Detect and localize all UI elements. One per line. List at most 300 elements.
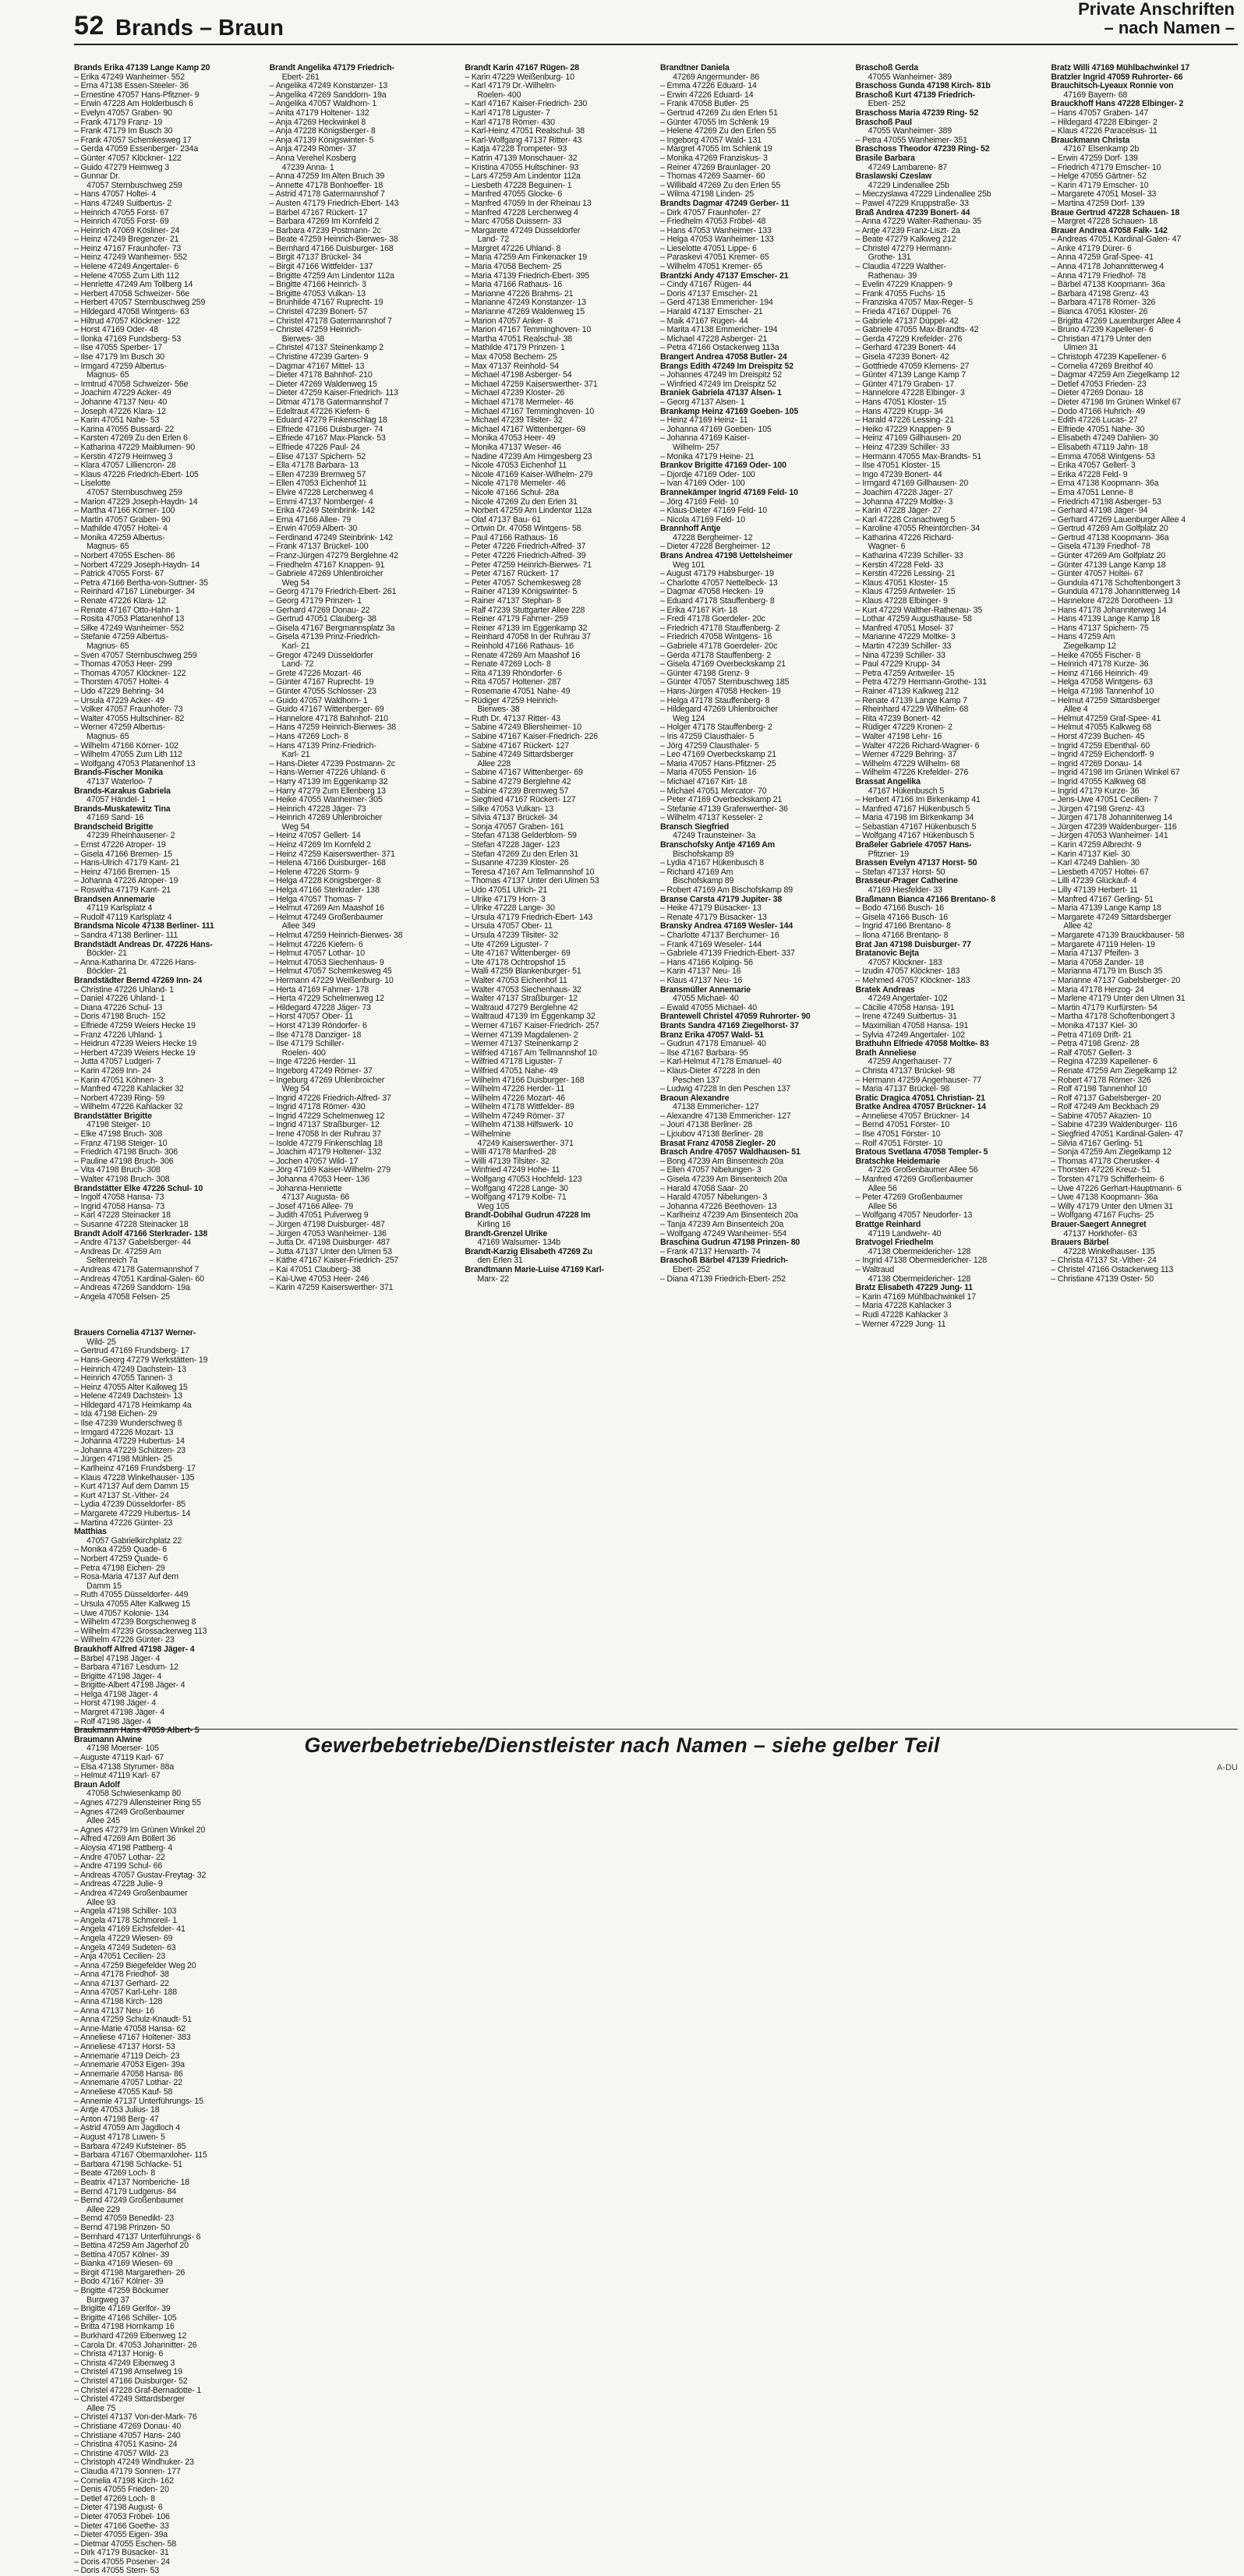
directory-entry: – Ditmar 47178 Gatermannshof 7 bbox=[269, 397, 389, 407]
directory-entry: – Petra 47166 Bertha-von-Suttner- 35 bbox=[74, 578, 208, 588]
directory-entry: – Jörg 47259 Clausthaler- 5 bbox=[660, 740, 759, 751]
directory-entry: – Ellen 47239 Bremweg 57 bbox=[269, 469, 366, 479]
surname-entry: Brandstätter Brigitte bbox=[74, 1111, 152, 1121]
directory-entry: – Frank 47137 Brückel- 100 bbox=[269, 542, 369, 552]
directory-entry: – Bodo 47166 Busch- 16 bbox=[855, 903, 944, 913]
directory-entry: 47249 Lambarene- 87 bbox=[868, 162, 948, 172]
directory-entry: – Edeltraut 47226 Kiefern- 6 bbox=[269, 406, 369, 416]
directory-entry: 47057 Händel- 1 bbox=[87, 795, 147, 805]
directory-entry: – Guido 47057 Waldhorn- 1 bbox=[269, 695, 368, 705]
directory-entry: – Elfriede 47166 Duisburger- 74 bbox=[269, 424, 383, 434]
directory-entry: – Klaus 47259 Antweiler- 15 bbox=[855, 587, 956, 597]
surname-entry: Braschoß Kurt 47139 Friedrich- bbox=[855, 90, 975, 100]
directory-entry: – Rosa-Maria 47137 Auf dem bbox=[74, 1572, 178, 1582]
directory-entry: – Anneliese 47167 Holtener- 383 bbox=[74, 2033, 191, 2043]
directory-entry: – Gabriele 47055 Max-Brandts- 42 bbox=[855, 325, 979, 335]
section-title-line2: – nach Namen – bbox=[1104, 18, 1235, 37]
directory-entry: – Bernd 47249 Großenbaumer bbox=[74, 2196, 184, 2206]
directory-entry: – Anja 47228 Königsberger- 8 bbox=[269, 126, 376, 136]
directory-entry: – Helena 47166 Duisburger- 168 bbox=[269, 858, 386, 868]
directory-entry: Allee 56 bbox=[868, 1201, 897, 1211]
directory-entry: – Heinrich 47069 Kösliner- 24 bbox=[74, 225, 180, 235]
directory-entry: Böckler- 21 bbox=[87, 949, 127, 959]
directory-entry: – Rudolf 47119 Karlsplatz 4 bbox=[74, 912, 172, 922]
surname-entry: Brauer Andrea 47058 Falk- 142 bbox=[1051, 225, 1168, 235]
directory-column-4 bbox=[660, 64, 846, 1329]
directory-entry: – Karin 47259 Albrecht- 9 bbox=[1051, 840, 1142, 850]
directory-entry: – Cindy 47167 Rügen- 44 bbox=[660, 280, 752, 290]
directory-entry: – Wolfgang 47053 Platanenhof 13 bbox=[74, 758, 196, 769]
directory-entry: – Hannelore 47226 Dorotheen- 13 bbox=[1051, 596, 1173, 606]
directory-entry: – Angela 47229 Wiesen- 69 bbox=[74, 1933, 173, 1943]
directory-entry: – Liesbeth 47057 Holtei- 67 bbox=[1051, 867, 1149, 877]
directory-entry: – Ingrid 47229 Schelmenweg 12 bbox=[269, 1111, 385, 1121]
directory-entry: – Carola Dr. 47053 Johannitter- 26 bbox=[74, 2340, 197, 2350]
directory-entry: – Maria 47198 Im Birkenkamp 34 bbox=[855, 813, 974, 823]
directory-entry: – Anita 47179 Holtener- 132 bbox=[269, 108, 369, 118]
directory-entry: – Hans 47057 Graben- 147 bbox=[1051, 108, 1149, 118]
directory-entry: – Ferdinand 47249 Steinbrink- 142 bbox=[269, 532, 393, 542]
directory-entry: – Hildegard 47058 Wintgens- 63 bbox=[74, 307, 189, 317]
directory-entry: – Paraskevi 47051 Kremer- 65 bbox=[660, 253, 769, 263]
directory-entry: – Gudrun 47178 Emanuel- 40 bbox=[660, 1039, 766, 1049]
directory-entry: – Hans-Werner 47226 Uhland- 6 bbox=[269, 768, 386, 778]
directory-entry: – Doris 47055 Posener- 24 bbox=[74, 2557, 170, 2567]
directory-entry: – Anja 47269 Heckwinkel 8 bbox=[269, 117, 366, 127]
directory-entry: – Waltraud 47139 Im Eggenkamp 32 bbox=[465, 1012, 595, 1022]
directory-entry: – Karin 47259 Kaiserswerther- 371 bbox=[269, 1283, 394, 1293]
surname-entry: Brandstädt Andreas Dr. 47226 Hans- bbox=[74, 939, 213, 949]
directory-entry: – Christel 47166 Ostackerweg 113 bbox=[1051, 1264, 1174, 1274]
directory-entry: – Jürgen 47198 Mühlen- 25 bbox=[74, 1454, 172, 1465]
surname-entry: Brandsma Nicole 47138 Berliner- 111 bbox=[74, 921, 214, 931]
directory-entry: – Erwin 47226 Eduard- 14 bbox=[660, 90, 754, 100]
directory-entry: – Ingrid 47166 Brentano- 8 bbox=[855, 921, 951, 931]
directory-entry: – Kurt 47137 St.-Vither- 24 bbox=[74, 1490, 169, 1500]
directory-entry: – Jürgen 47178 Johanniterweg 14 bbox=[1051, 813, 1172, 823]
directory-entry: – Katharina 47229 Maiblumen- 90 bbox=[74, 442, 195, 452]
directory-entry: – Christoph 47239 Kapellener- 6 bbox=[1051, 352, 1167, 362]
directory-entry: – Bodo 47167 Kölner- 39 bbox=[74, 2277, 164, 2287]
directory-entry: – Harald 47057 Nibelungen- 3 bbox=[660, 1193, 768, 1203]
directory-entry: – Antje 47239 Franz-Liszt- 2a bbox=[855, 225, 960, 235]
directory-entry: – Gisela 47166 Busch- 16 bbox=[855, 912, 948, 922]
directory-entry: – Karl 47178 Liguster- 7 bbox=[465, 108, 550, 118]
surname-entry: Brattge Reinhard bbox=[855, 1220, 921, 1229]
directory-entry: – Barbara 47249 Kufsteiner- 85 bbox=[74, 2141, 186, 2151]
directory-entry: – Helene 47249 Angertaler- 6 bbox=[74, 262, 179, 272]
directory-entry: 47269 Angermunder- 86 bbox=[673, 72, 760, 82]
surname-entry: Brandt Angelika 47179 Friedrich- bbox=[269, 63, 394, 72]
directory-entry: – Harry 47279 Zum Ellenberg 13 bbox=[269, 786, 386, 796]
directory-entry: 47137 Augusta- 66 bbox=[281, 1193, 350, 1203]
directory-entry: – Hans-Ulrich 47179 Kant- 21 bbox=[74, 858, 180, 868]
directory-entry: – Katharina 47239 Schiller- 33 bbox=[855, 551, 963, 561]
directory-entry: – Werner 47259 Albertus- bbox=[74, 723, 165, 733]
directory-entry: – Dagmar 47167 Mittel- 13 bbox=[269, 361, 365, 371]
directory-entry: – Karin 47137 Kiel- 30 bbox=[1051, 849, 1130, 859]
directory-entry: – Hans-Georg 47279 Werkstätten- 19 bbox=[74, 1355, 208, 1365]
directory-entry: – Doris 47137 Emscher- 21 bbox=[660, 288, 758, 299]
directory-entry: – Irmtrud 47058 Schweizer- 56e bbox=[74, 379, 189, 389]
surname-entry: Braukmann Hans 47059 Albert- 5 bbox=[74, 1726, 200, 1736]
directory-entry: – Wilhelm 47229 Wilhelm- 68 bbox=[855, 758, 960, 769]
directory-entry: – Helene 47055 Zum Lith 112 bbox=[74, 270, 179, 281]
directory-entry: Seltenreich 7a bbox=[87, 1256, 138, 1266]
surname-entry: Bratschke Heidemarie bbox=[855, 1156, 940, 1166]
directory-entry: – Christoph 47249 Windhuker- 23 bbox=[74, 2458, 194, 2468]
directory-entry: – Marlene 47179 Unter den Ulmen 31 bbox=[1051, 994, 1186, 1004]
directory-entry: – Frank 47058 Butler- 25 bbox=[660, 99, 749, 109]
directory-entry: – Charlotte 47137 Berchumer- 16 bbox=[660, 931, 779, 940]
directory-entry: – Erwin 47259 Dorf- 139 bbox=[1051, 153, 1138, 163]
directory-entry: – Peter 47259 Heinrich-Bierwes- 71 bbox=[465, 560, 592, 570]
directory-entry: – Margarete 47249 Düsseldorfer bbox=[465, 225, 581, 235]
directory-entry: – Martina 47259 Dorf- 139 bbox=[1051, 198, 1145, 208]
directory-entry: – Anna 47259 Biegefelder Weg 20 bbox=[74, 1960, 196, 1970]
directory-entry: – Bernd 47059 Benedikt- 23 bbox=[74, 2214, 175, 2224]
directory-entry: – Ingeburg 47269 Uhlenbroicher bbox=[269, 1075, 385, 1085]
directory-entry: – Bianka 47169 Wiesen- 69 bbox=[74, 2259, 173, 2269]
directory-entry: – Vita 47198 Bruch- 308 bbox=[74, 1165, 161, 1175]
directory-entry: – Astrid 47059 Am Jagdloch 4 bbox=[74, 2123, 180, 2133]
directory-entry: – Christina 47051 Kasino- 24 bbox=[74, 2440, 178, 2450]
directory-entry: Peschen 137 bbox=[673, 1075, 720, 1085]
directory-entry: – Thomas 47057 Klöckner- 122 bbox=[74, 668, 186, 678]
directory-entry: – Britta 47198 Hornkamp 16 bbox=[74, 2322, 175, 2332]
directory-entry: – Susanne 47228 Steinacker 18 bbox=[74, 1220, 189, 1229]
directory-entry: Weg 124 bbox=[673, 713, 705, 723]
directory-entry: – Helga 47053 Wanheimer- 133 bbox=[660, 235, 774, 245]
directory-entry: – Herta 47229 Schelmenweg 12 bbox=[269, 994, 384, 1004]
directory-entry: – Bärbel 47198 Jäger- 4 bbox=[74, 1653, 161, 1663]
directory-entry: 47239 Anna- 1 bbox=[281, 162, 334, 172]
directory-entry: Weg 54 bbox=[281, 1084, 310, 1094]
directory-entry: – Hans 47137 Spichern- 75 bbox=[1051, 623, 1149, 633]
directory-entry: – Herbert 47058 Schweizer- 56e bbox=[74, 288, 190, 299]
directory-entry: – Karin 47228 Jäger- 27 bbox=[855, 506, 942, 516]
directory-entry: Weg 54 bbox=[281, 822, 310, 832]
directory-entry: – Gerhard 47198 Jäger- 94 bbox=[1051, 506, 1148, 516]
directory-entry: – Helga 47198 Jäger- 4 bbox=[74, 1689, 158, 1699]
directory-entry: – Willy 47179 Unter den Ulmen 31 bbox=[1051, 1201, 1173, 1211]
directory-entry: – Sebastian 47167 Hükenbusch 5 bbox=[855, 822, 977, 832]
directory-entry: Wilhelm- 257 bbox=[673, 442, 720, 452]
directory-entry: Allee 56 bbox=[868, 1183, 897, 1193]
directory-entry: – Helga 47058 Wintgens- 63 bbox=[1051, 677, 1153, 687]
directory-entry: – Karin 47229 Weißenburg- 10 bbox=[465, 72, 574, 82]
directory-entry: – Dagmar 47058 Hecken- 19 bbox=[660, 587, 764, 597]
directory-entry: – Erika 47167 Kirt- 18 bbox=[660, 605, 738, 615]
directory-entry: – Jürgen 47198 Grenz- 43 bbox=[1051, 804, 1145, 814]
surname-entry: Bratzler Ingrid 47059 Ruhrorter- 66 bbox=[1051, 72, 1183, 82]
directory-entry: – Heinz 47167 Fraunhofer- 73 bbox=[74, 243, 182, 253]
directory-entry: Ulmen 31 bbox=[1063, 343, 1098, 353]
directory-entry: – Beatrix 47137 Nomberiche- 18 bbox=[74, 2177, 190, 2187]
directory-entry: – Karl-Wolfgang 47137 Ritter- 43 bbox=[465, 135, 582, 145]
directory-entry: – Dieter 47053 Fröbel- 106 bbox=[74, 2511, 170, 2521]
directory-entry: – Dieter 47269 Waldenweg 15 bbox=[269, 379, 377, 389]
directory-entry: – Rüdiger 47259 Heinrich- bbox=[465, 695, 559, 705]
surname-entry: Brantewell Christel 47059 Ruhrorter- 90 bbox=[660, 1012, 811, 1022]
directory-entry: – Bernhard 47137 Unterführungs- 6 bbox=[74, 2231, 201, 2242]
directory-entry: – Ingeborg 47057 Wald- 131 bbox=[660, 135, 762, 145]
directory-entry: – Cäcilie 47058 Hansa- 191 bbox=[855, 1002, 955, 1012]
directory-entry: – Günter 47055 Im Schlenk 19 bbox=[660, 117, 769, 127]
directory-entry: – Ruth 47055 Düsseldorfer- 449 bbox=[74, 1590, 189, 1600]
directory-entry: – Erika 47057 Gellert- 3 bbox=[1051, 461, 1136, 471]
directory-entry: – Hans 47139 Prinz-Friedrich- bbox=[269, 740, 376, 751]
directory-entry: – Manfred 47167 Hükenbusch 5 bbox=[855, 804, 970, 814]
directory-entry: – Jürgen 47239 Waldenburger- 116 bbox=[1051, 822, 1177, 832]
directory-entry: – Wolfgang 47053 Hochfeld- 123 bbox=[465, 1175, 582, 1185]
directory-entry: – Rudi 47228 Kahlacker 3 bbox=[855, 1309, 948, 1320]
directory-entry: Roelen- 400 bbox=[477, 90, 521, 100]
directory-entry: – Joseph 47226 Klara- 12 bbox=[74, 406, 166, 416]
directory-entry: – Hans 47249 Suitbertus- 2 bbox=[74, 198, 172, 208]
directory-entry: – Petra 47055 Wanheimer- 351 bbox=[855, 135, 967, 145]
directory-entry: – Patrick 47055 Forst- 67 bbox=[74, 569, 164, 579]
directory-entry: – Karsten 47269 Zu den Erlen 6 bbox=[74, 433, 188, 443]
directory-entry: – Brigitte-Albert 47198 Jäger- 4 bbox=[74, 1680, 186, 1691]
directory-entry: – Isolde 47279 Finkenschlag 18 bbox=[269, 1138, 383, 1148]
directory-entry: – Marion 47229 Joseph-Haydn- 14 bbox=[74, 496, 198, 507]
directory-entry: – Maria 47057 Hans-Pfitzner- 25 bbox=[660, 758, 776, 769]
directory-entry: – Ella 47178 Barbara- 13 bbox=[269, 461, 359, 471]
directory-entry: – Günter 47198 Grenz- 9 bbox=[660, 668, 750, 678]
directory-entry: – Ute 47178 Ochtropshof 15 bbox=[465, 957, 566, 967]
surname-entry: Brath Anneliese bbox=[855, 1048, 917, 1058]
directory-entry: – Rainer 47137 Stephan- 8 bbox=[465, 596, 561, 606]
directory-entry: – Maria 47228 Kahlacker 3 bbox=[855, 1301, 952, 1311]
directory-entry: – Walter 47053 Eichenhof 11 bbox=[465, 975, 567, 985]
directory-entry: – Jörg 47169 Feld- 10 bbox=[660, 496, 739, 507]
directory-entry: – Nicole 47169 Kaiser-Wilhelm- 279 bbox=[465, 469, 593, 479]
directory-entry: – Erwin 47228 Am Holderbusch 6 bbox=[74, 99, 193, 109]
directory-entry: – Bianca 47051 Kloster- 26 bbox=[1051, 307, 1148, 317]
directory-entry: – Klaus-Dieter 47169 Feld- 10 bbox=[660, 506, 767, 516]
directory-entry: – Gerda 47059 Essenberger- 234a bbox=[74, 144, 199, 154]
directory-entry: – Elisabeth 47119 Jahn- 18 bbox=[1051, 442, 1148, 452]
directory-entry: – Franz 47198 Steiger- 10 bbox=[74, 1138, 168, 1148]
directory-entry: – Elke 47198 Bruch- 308 bbox=[74, 1129, 163, 1140]
directory-entry: – Doris 47055 Stern- 53 bbox=[74, 2566, 160, 2576]
directory-entry: – Ulrike 47228 Lange- 30 bbox=[465, 903, 555, 913]
directory-entry: – Renate 47259 Am Ziegelkamp 12 bbox=[1051, 1065, 1177, 1076]
surname-entry: Brangert Andrea 47058 Butler- 24 bbox=[660, 352, 787, 362]
directory-entry: – Heike 47179 Büsacker- 13 bbox=[660, 903, 762, 913]
directory-entry: – Friedrich 47179 Emscher- 10 bbox=[1051, 162, 1161, 172]
directory-entry: 47058 Schwiesenkamp 80 bbox=[87, 1789, 181, 1799]
directory-entry: – Thomas 47053 Heer- 299 bbox=[74, 659, 172, 670]
directory-entry: – Helmut 47269 Am Maashof 16 bbox=[269, 903, 384, 913]
directory-entry: Allee 349 bbox=[281, 921, 316, 931]
directory-entry: – Brigitte 47166 Heinrich- 3 bbox=[269, 280, 366, 290]
directory-entry: – Lars 47259 Am Lindentor 112a bbox=[465, 171, 581, 182]
directory-entry: – Erika 47249 Wanheimer- 552 bbox=[74, 72, 186, 82]
directory-entry: – Harry 47139 Im Eggenkamp 32 bbox=[269, 776, 388, 786]
directory-entry: – Ingrid 47226 Friedrich-Alfred- 37 bbox=[269, 1093, 391, 1103]
surname-entry: Braschoss Theodor 47239 Ring- 52 bbox=[855, 144, 990, 154]
directory-entry: – Renate 47167 Otto-Hahn- 1 bbox=[74, 605, 180, 615]
directory-entry: – Maik 47167 Rügen- 44 bbox=[660, 316, 748, 326]
directory-entry: – Friedrich 47178 Stauffenberg- 2 bbox=[660, 623, 780, 633]
directory-entry: – Gertrud 47269 Zu den Erlen 51 bbox=[660, 108, 778, 118]
directory-entry: – Margarete 47119 Helen- 19 bbox=[1051, 939, 1155, 949]
directory-entry: – Gisela 47167 Bergmannsplatz 3a bbox=[269, 623, 395, 633]
directory-entry: 47239 Rheinhausener- 2 bbox=[87, 831, 175, 841]
surname-entry: Brat Jan 47198 Duisburger- 77 bbox=[855, 939, 971, 949]
directory-entry: – Rolf 47249 Am Beckbach 29 bbox=[1051, 1102, 1159, 1112]
directory-entry: – Heinrich 47055 Forst- 67 bbox=[74, 207, 169, 217]
footer-note: Gewerbebetriebe/Dienstleister nach Namen – siehe gelber Teil bbox=[304, 1733, 940, 1757]
directory-entry: – Marianne 47137 Gabelsberger- 20 bbox=[1051, 975, 1181, 985]
directory-entry: – Harald 47226 Lessing- 21 bbox=[855, 415, 954, 426]
directory-entry: – Georg 47179 Friedrich-Ebert- 261 bbox=[269, 587, 397, 597]
directory-entry: – Klaus 47228 Winkelhauser- 135 bbox=[74, 1472, 195, 1482]
directory-entry: – Hans 47057 Holtei- 4 bbox=[74, 189, 157, 200]
directory-entry: – Agnes 47249 Großenbaumer bbox=[74, 1807, 185, 1817]
directory-entry: – Gabriele 47178 Goerdeler- 20c bbox=[660, 641, 778, 651]
directory-entry: – Renate 47269 Am Maashof 16 bbox=[465, 650, 581, 660]
surname-entry: Brandt Karin 47167 Rügen- 28 bbox=[465, 63, 579, 72]
directory-entry: – Paul 47229 Krupp- 34 bbox=[855, 659, 941, 670]
directory-entry: – Angelika 47269 Sanddorn- 19a bbox=[269, 90, 387, 100]
directory-entry: – Kerstin 47226 Lessing- 21 bbox=[855, 569, 956, 579]
surname-entry: Brasseur-Prager Catherine bbox=[855, 876, 958, 886]
directory-entry: Magnus- 65 bbox=[87, 542, 129, 552]
directory-entry: – Ruth Dr. 47137 Ritter- 43 bbox=[465, 713, 560, 723]
directory-entry: – Ingrid 47137 Straßburger- 12 bbox=[269, 1120, 380, 1130]
directory-entry: – Helmut 47259 Heinrich-Bierwes- 38 bbox=[269, 931, 403, 940]
directory-entry: 47138 Obermeidericher- 128 bbox=[868, 1274, 971, 1284]
directory-entry: – Petra 47166 Ostackerweg 113a bbox=[660, 343, 779, 353]
directory-entry: 47057 Gabrielkirchplatz 22 bbox=[87, 1535, 182, 1546]
directory-entry: – Manfred 47051 Mosel- 37 bbox=[855, 623, 954, 633]
directory-entry: – Horst 47239 Buchen- 45 bbox=[1051, 731, 1145, 741]
directory-entry: – Anna 47137 Neu- 16 bbox=[74, 2005, 155, 2016]
directory-entry: – Heinz 47249 Bregenzer- 21 bbox=[74, 235, 179, 245]
surname-entry: Bransmüller Annemarie bbox=[660, 984, 751, 995]
directory-entry: 47167 Elsenkamp 2b bbox=[1063, 144, 1140, 154]
directory-entry: – Ursula 47055 Alter Kalkweg 15 bbox=[74, 1599, 191, 1609]
directory-entry: – Angela 47058 Felsen- 25 bbox=[74, 1292, 170, 1302]
directory-entry: – Helene 47249 Dachstein- 13 bbox=[74, 1391, 182, 1401]
directory-entry: – Irene 47249 Suitbertus- 31 bbox=[855, 1012, 957, 1022]
directory-entry: – Barbara 47167 Obermarxloher- 115 bbox=[74, 2150, 207, 2161]
directory-entry: – Teresa 47167 Am Tellmannshof 10 bbox=[465, 867, 595, 877]
directory-entry: – Heinz 47169 Gillhausen- 20 bbox=[855, 433, 962, 443]
directory-entry: – Klaus-Dieter 47228 In den bbox=[660, 1065, 760, 1076]
directory-entry: – Volker 47057 Fraunhofer- 73 bbox=[74, 705, 183, 715]
directory-entry: – Mathilde 47179 Prinzen- 1 bbox=[465, 343, 565, 353]
surname-entry: Brandsen Annemarie bbox=[74, 894, 155, 904]
surname-entry: Braschoß Paul bbox=[855, 117, 912, 127]
directory-entry: – Ursula 47239 Tilsiter- 32 bbox=[465, 931, 558, 940]
directory-entry: – Alfred 47269 Am Böllert 36 bbox=[74, 1834, 176, 1844]
directory-entry: – Christel 47249 Sittardsberger bbox=[74, 2394, 185, 2405]
directory-entry: – Karl 47249 Dahlien- 30 bbox=[1051, 858, 1140, 868]
directory-entry: – Günter 47139 Lange Kamp 7 bbox=[855, 370, 967, 380]
directory-entry: – Djordje 47169 Oder- 100 bbox=[660, 469, 755, 479]
directory-entry: – Johanna 47229 Moltke- 3 bbox=[855, 496, 953, 507]
directory-entry: – Heinz 47269 Im Kornfeld 2 bbox=[269, 840, 371, 850]
directory-entry: – Harald 47137 Emscher- 21 bbox=[660, 307, 763, 317]
surname-entry: Braschina Gudrun 47198 Prinzen- 80 bbox=[660, 1238, 800, 1248]
directory-entry: – Thomas 47178 Cherusker- 4 bbox=[1051, 1156, 1160, 1166]
surname-entry: Matthias bbox=[74, 1527, 107, 1537]
directory-entry: – Izudin 47057 Klöckner- 183 bbox=[855, 966, 960, 977]
directory-entry: – Josef 47166 Allee- 79 bbox=[269, 1201, 353, 1211]
directory-entry: – Helene 47226 Storm- 9 bbox=[269, 867, 359, 877]
directory-entry: – Maria 47058 Bechem- 25 bbox=[465, 262, 562, 272]
directory-entry: – Wilhelm 47249 Römer- 37 bbox=[465, 1111, 565, 1121]
directory-entry: – Angela 47249 Sudeten- 63 bbox=[74, 1942, 176, 1952]
directory-entry: – Gerda 47229 Krefelder- 276 bbox=[855, 334, 963, 344]
directory-entry: – Hans-Dieter 47239 Postmann- 2c bbox=[269, 758, 395, 769]
surname-entry: Brasile Barbara bbox=[855, 153, 915, 163]
directory-entry: – Monika 47053 Heer- 49 bbox=[465, 433, 556, 443]
directory-entry: – Werner 47137 Steinenkamp 2 bbox=[465, 1039, 578, 1049]
directory-entry: – Erika 47228 Feld- 9 bbox=[1051, 469, 1128, 479]
directory-entry: – Gunnar Dr. bbox=[74, 171, 120, 182]
directory-entry: – Christine 47057 Wild- 23 bbox=[74, 2448, 168, 2458]
directory-entry: – Evelin 47229 Knappen- 9 bbox=[855, 280, 952, 290]
directory-entry: – Nadine 47239 Am Himgesberg 23 bbox=[465, 451, 592, 461]
directory-entry: – Wilhelm 47178 Wittfelder- 89 bbox=[465, 1102, 574, 1112]
directory-entry: – Wolfgang 47179 Kolbe- 71 bbox=[465, 1193, 567, 1203]
surname-entry: Bransky Andrea 47169 Wesler- 144 bbox=[660, 921, 793, 931]
directory-entry: 47169 Bayern- 68 bbox=[1063, 90, 1128, 100]
directory-entry: – Ingrid 47179 Kurze- 36 bbox=[1051, 786, 1140, 796]
directory-entry: – Karin 47051 Köhnen- 3 bbox=[74, 1075, 164, 1085]
directory-entry: – Manfred 47059 In der Rheinau 13 bbox=[465, 198, 592, 208]
directory-entry: – Regina 47239 Kapellener- 6 bbox=[1051, 1057, 1157, 1067]
directory-entry: – Heinz 47055 Alter Kalkweg 15 bbox=[74, 1382, 188, 1392]
directory-entry: – Kurt 47229 Walther-Rathenau- 35 bbox=[855, 605, 983, 615]
directory-entry: – Michael 47198 Asberger- 54 bbox=[465, 370, 572, 380]
directory-entry: Allee 42 bbox=[1063, 921, 1093, 931]
surname-entry: Brangs Edith 47249 Im Dreispitz 52 bbox=[660, 361, 793, 371]
directory-entry: – Emmi 47137 Nomberger- 4 bbox=[269, 496, 373, 507]
surname-entry: Braoun Alexandre bbox=[660, 1093, 730, 1103]
directory-entry: – Astrid 47178 Gatermannshof 7 bbox=[269, 189, 385, 200]
directory-entry: – Jörg 47169 Kaiser-Wilhelm- 279 bbox=[269, 1165, 391, 1175]
directory-entry: – Martin 47239 Schiller- 33 bbox=[855, 641, 952, 651]
directory-entry: – Jürgen 47198 Duisburger- 487 bbox=[269, 1220, 385, 1229]
directory-entry: – Hans 47269 Loch- 8 bbox=[269, 731, 348, 741]
directory-entry: – Irmgard 47226 Mozart- 13 bbox=[74, 1427, 174, 1437]
directory-entry: – Frank 47137 Herwarth- 74 bbox=[660, 1246, 761, 1256]
directory-entry: – Käthe 47167 Kaiser-Friedrich- 257 bbox=[269, 1256, 399, 1266]
directory-entry: 47249 Angertaler- 102 bbox=[868, 994, 948, 1004]
directory-entry: – Willi 47139 Tilsiter- 32 bbox=[465, 1156, 550, 1166]
directory-entry: – Denis 47055 Frieden- 20 bbox=[74, 2485, 169, 2495]
directory-entry: – Bärbel 47167 Rückert- 17 bbox=[269, 207, 368, 217]
surname-entry: Braschoß Gerda bbox=[855, 63, 918, 72]
directory-entry: – Gisela 47166 Bremen- 15 bbox=[74, 849, 172, 859]
surname-entry: Bratke Andrea 47057 Brückner- 14 bbox=[855, 1102, 986, 1112]
directory-entry: – Friedhelm 47167 Knappen- 91 bbox=[269, 560, 385, 570]
directory-entry: – Wilhelm 47226 Mozart- 46 bbox=[465, 1093, 565, 1103]
directory-entry: Damm 15 bbox=[87, 1581, 122, 1591]
directory-entry: – Marianna 47179 Im Busch 35 bbox=[1051, 966, 1163, 977]
directory-entry: – Helge 47055 Gärtner- 52 bbox=[1051, 171, 1147, 182]
directory-entry: – Andre 47057 Lothar- 22 bbox=[74, 1852, 165, 1862]
surname-entry: Brauer-Saegert Annegret bbox=[1051, 1220, 1147, 1229]
directory-entry: – Wilfried 47051 Nahe- 49 bbox=[465, 1065, 558, 1076]
directory-entry: – Walter 47053 Siechenhaus- 32 bbox=[465, 984, 581, 995]
